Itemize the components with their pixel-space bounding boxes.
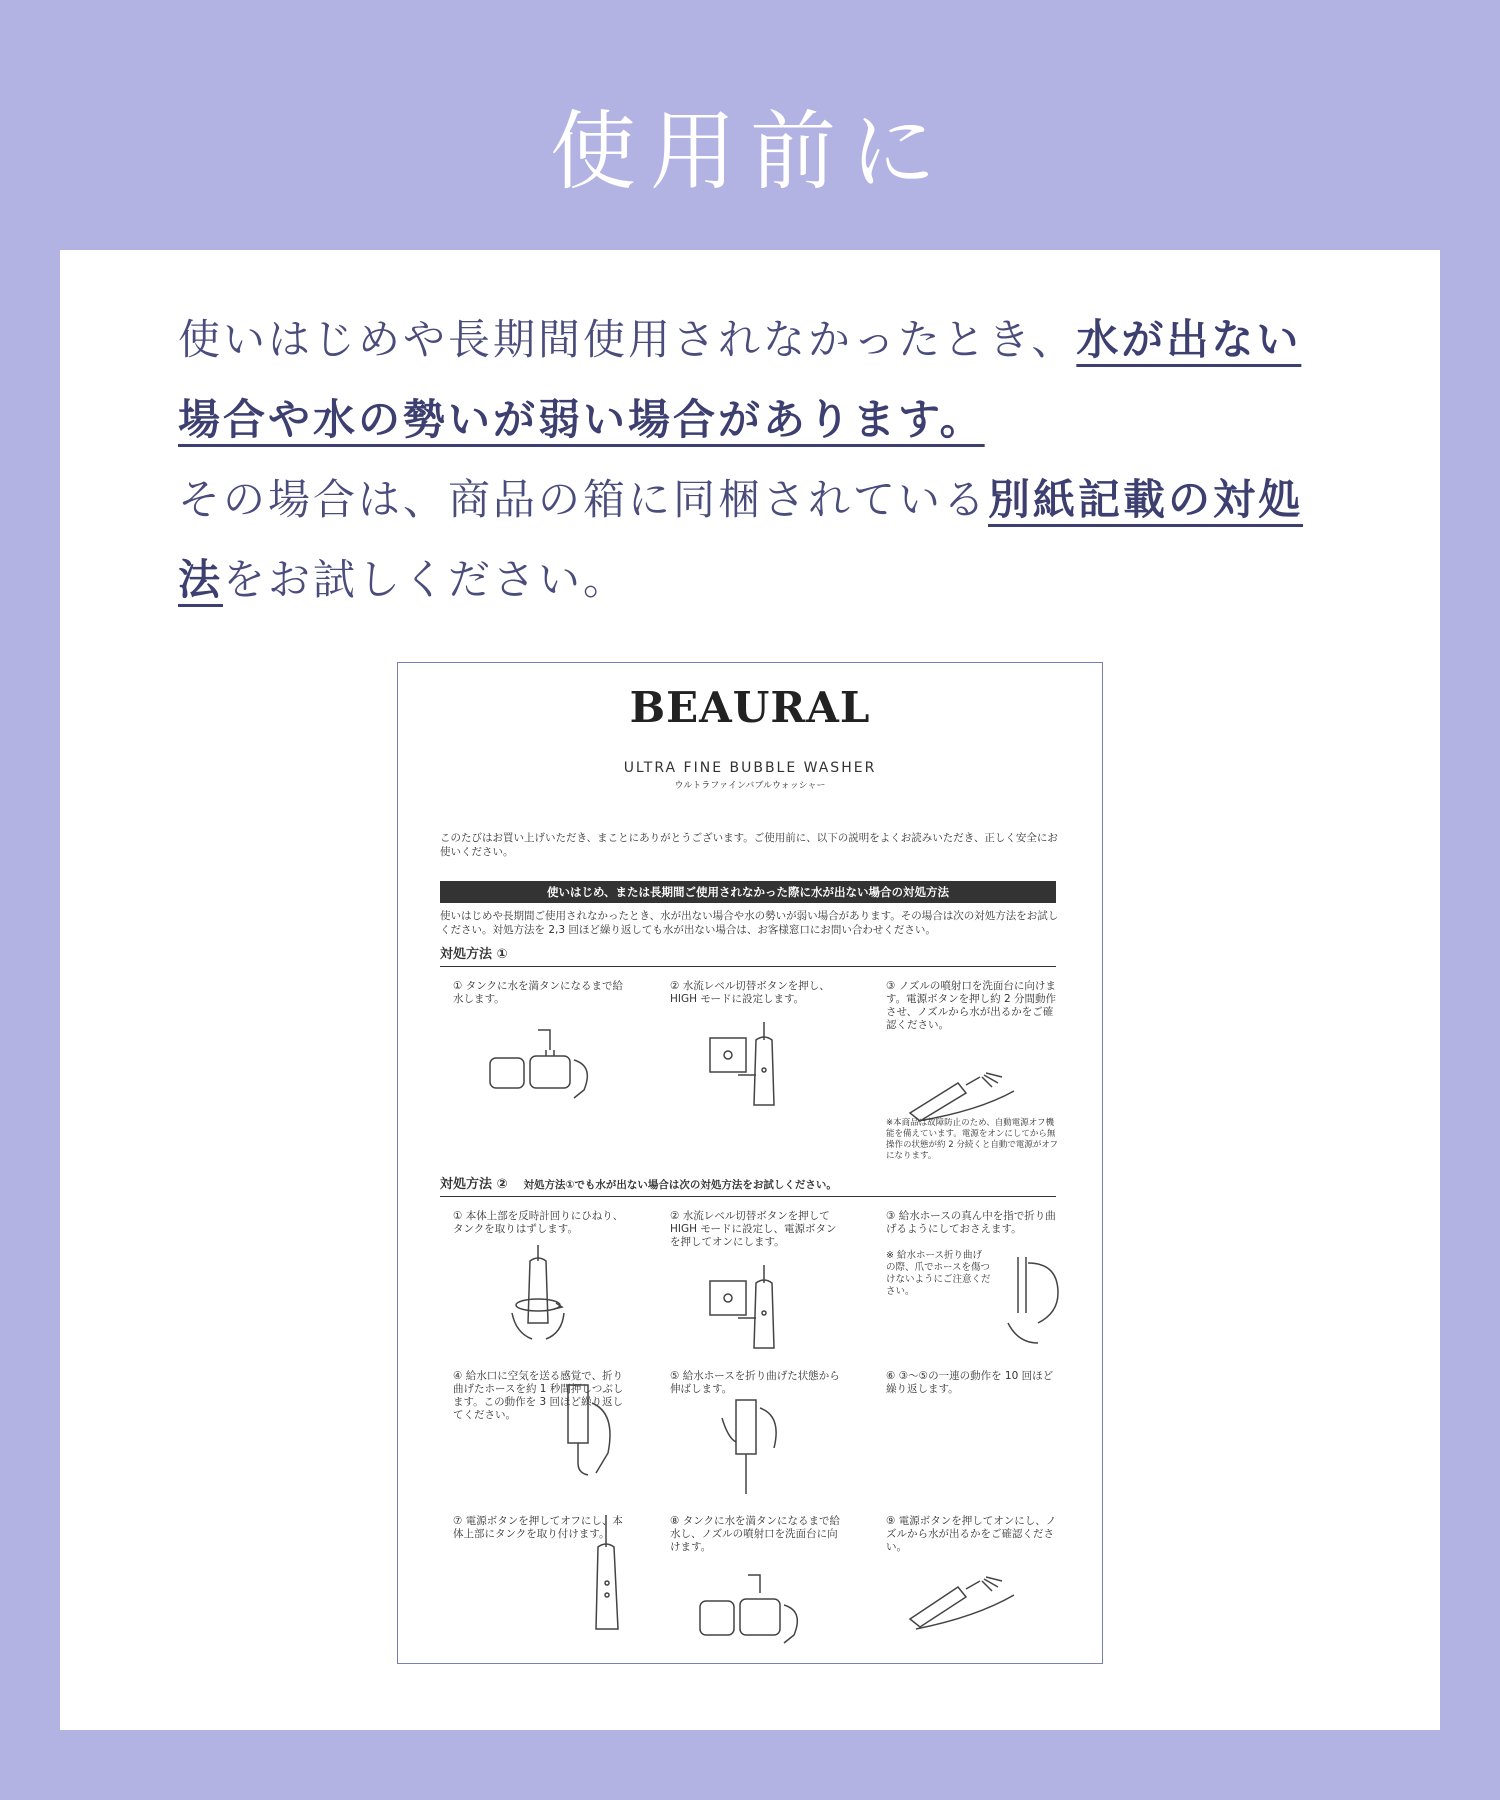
method1-step-3: ③ ノズルの噴射口を洗面台に向けます。電源ボタンを押し約 2 分間動作させ、ノズルから水が出るかをご確認ください。 [886,980,1057,1031]
tank-fill-illustration [488,1020,608,1100]
method2-step-9: ⑨ 電源ボタンを押してオンにし、ノズルから水が出るかをご確認ください。 [886,1515,1057,1553]
page-title: 使用前に [550,102,950,202]
intro-p1-normal: 使いはじめや長期間使用されなかったとき、 [178,315,1077,364]
method2-step-3: ③ 給水ホースの真ん中を指で折り曲げるようにしておさえます。 [886,1210,1056,1235]
hose-pinch-illustration [998,1253,1068,1353]
mode-button-illustration [708,1020,798,1110]
device-assembled-illustration [588,1513,628,1633]
method2-step-1: ① 本体上部を反時計回りにひねり、タンクを取りはずします。 [453,1210,624,1235]
method2-step-7: ⑦ 電源ボタンを押してオフにし、本体上部にタンクを取り付けます。 [453,1515,623,1540]
intro-p2-emphasis: 別紙記載の対処法 [178,475,1304,604]
method2-step-6: ⑥ ③～⑤の一連の動作を 10 回ほど繰り返します。 [886,1370,1054,1395]
product-name: ULTRA FINE BUBBLE WASHER [623,760,877,776]
method2-step-3-note: ※ 給水ホース折り曲げの際、爪でホースを傷つけないようにご注意ください。 [886,1250,991,1297]
method2-title [440,1178,1056,1197]
nozzle-spray-illustration [908,1063,1018,1123]
product-name-kana: ウルトラファインバブルウォッシャー [674,781,826,791]
nozzle-spray-illustration-2 [908,1563,1018,1633]
intro-p2-normal-b: をお試しください。 [223,555,629,604]
method1-title [440,948,1056,967]
section-description: 使いはじめや長期間ご使用されなかったとき、水が出ない場合や水の勢いが弱い場合があります。その場合は次の対処方法をお試しください。対処方法を 2,3 回ほど繰り返しても水が出ない場合は、お客様窓口にお問い合わせください。 [440,910,1059,936]
method2-step-5: ⑤ 給水ホースを折り曲げた状態から伸ばします。 [670,1370,840,1395]
brand-logo: BEAURAL [629,683,871,732]
intro-text [178,300,1328,620]
content-panel [60,250,1440,1730]
method2-step-8: ⑧ タンクに水を満タンになるまで給水し、ノズルの噴射口を洗面台に向けます。 [670,1515,841,1553]
hose-release-illustration [718,1398,788,1498]
instruction-leaflet [397,662,1103,1664]
method2-step-2: ② 水流レベル切替ボタンを押して HIGH モードに設定し、電源ボタンを押してオンにします。 [670,1210,837,1248]
method1-step-1: ① タンクに水を満タンになるまで給水します。 [453,980,624,1005]
hose-squeeze-illustration [548,1383,618,1483]
tank-fill-illustration-2 [698,1571,818,1651]
method2-subtitle: 対処方法①でも水が出ない場合は次の対処方法をお試しください。 [523,1179,837,1191]
method2-step-4: ④ 給水口に空気を送る感覚で、折り曲げたホースを約 1 秒間押しつぶします。この動作を 3 回ほど繰り返してください。 [453,1370,624,1421]
intro-p2-normal-a: その場合は、商品の箱に同梱されている [178,475,989,524]
method2-title-text: 対処方法 ② [440,1177,508,1192]
greeting-text: このたびはお買い上げいただき、まことにありがとうございます。ご使用前に、以下の説明をよくお読みいただき、正しく安全にお使いください。 [440,832,1058,858]
mode-button-illustration-2 [708,1263,798,1353]
section-bar-title: 使いはじめ、または長期間ご使用されなかった際に水が出ない場合の対処方法 [440,881,1056,903]
method1-note: ※本商品は故障防止のため、自動電源オフ機能を備えています。電源をオンにしてから無操作の状態が約 2 分続くと自動で電源がオフになります。 [886,1118,1059,1161]
twist-tank-illustration [508,1243,578,1343]
method1-step-2: ② 水流レベル切替ボタンを押し、HIGH モードに設定します。 [670,980,830,1005]
method1-title-text: 対処方法 ① [440,947,508,962]
intro-p1-emphasis: 水が出ない場合や水の勢いが弱い場合があります。 [178,315,1302,444]
